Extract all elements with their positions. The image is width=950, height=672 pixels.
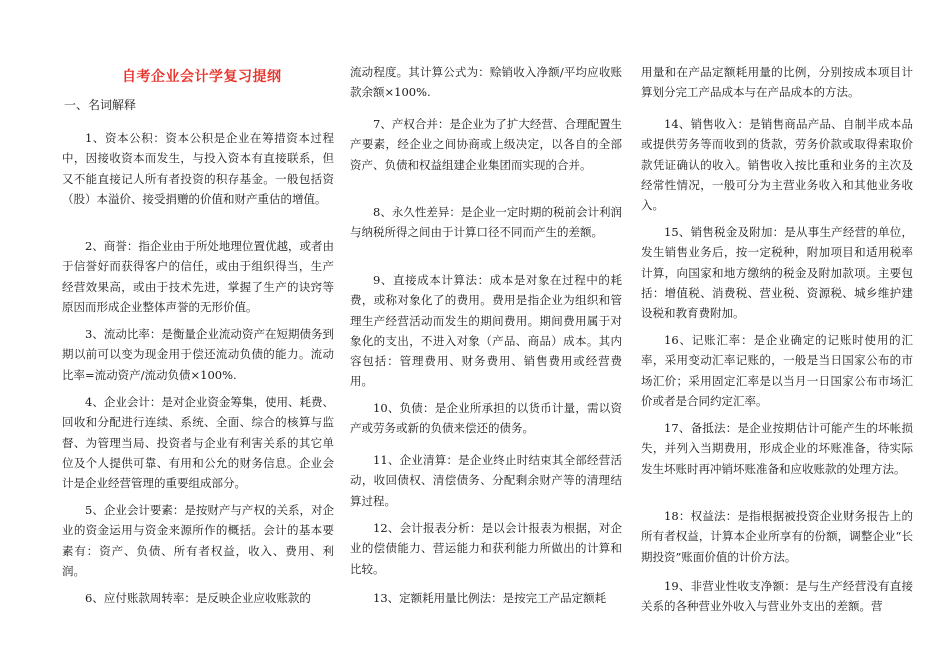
term-paragraph: 8、永久性差异：是企业一定时期的税前会计利润与纳税所得之间由于计算口径不同而产生的差额。 — [350, 205, 622, 240]
term-paragraph: 18：权益法：是指根据被投资企业财务报告上的所有者权益，计算本企业所享有的份额，调整企业“长期投资”账面价值的计价方法。 — [641, 509, 913, 564]
term-paragraph: 15、销售税金及附加：是从事生产经营的单位，发生销售业务后，按一定税种，附加项目和适用税率计算，向国家和地方缴纳的税金及附加款项。主要包括：增值税、消费税、营业税、资源税、城乡维护建设税和教育费附加。 — [641, 225, 913, 321]
term-paragraph: 10、负债：是企业所承担的以货币计量，需以资产或劳务或新的负债来偿还的债务。 — [350, 401, 622, 436]
section-heading: 一、名词解释 — [64, 98, 137, 112]
term-paragraph: 3、流动比率：是衡量企业流动资产在短期债务到期以前可以变为现金用于偿还流动负债的能力。流动比率=流动资产/流动负债×100%. — [62, 327, 334, 382]
term-paragraph: 12、会计报表分析：是以会计报表为根据，对企业的偿债能力、营运能力和获利能力所做出的计算和比较。 — [350, 521, 622, 576]
term-paragraph: 9、直接成本计算法：成本是对象在过程中的耗费，或称对象化了的费用。费用是指企业为组织和管理生产经营活动而发生的期间费用。期间费用属于对象化的支出，不进入对象（产品、商品）成本。其内容包括：管理费用、财务费用、销售费用或经营费用。 — [350, 273, 622, 389]
term-paragraph: 16、记账汇率：是企业确定的记账时使用的汇率，采用变动汇率记账的，一般是当日国家公布的市场汇价；采用固定汇率是以当月一日国家公布市场汇价或者是合同约定汇率。 — [641, 333, 913, 408]
term-paragraph: 11、企业清算：是企业终止时结束其全部经营活动，收回债权、清偿债务、分配剩余财产等的清理结算过程。 — [350, 453, 622, 508]
term-paragraph: 6、应付账款周转率：是反映企业应收账款的 — [85, 591, 311, 605]
term-paragraph: 19、非营业性收支净额：是与生产经营没有直接关系的各种营业外收入与营业外支出的差额。营 — [641, 579, 913, 614]
term-paragraph: 用量和在产品定额耗用量的比例，分别按成本项目计算划分完工产品成本与在产品成本的方法。 — [641, 65, 913, 100]
term-paragraph: 2、商誉：指企业由于所处地理位置优越，或者由于信誉好而获得客户的信任，或由于组织得当，生产经营效果高，或由于技术先进，掌握了生产的诀窍等原因而形成企业整体声誉的无形价值。 — [62, 239, 334, 314]
term-paragraph: 4、企业会计：是对企业资金筹集，使用、耗费、回收和分配进行连续、系统、全面、综合的核算与监督、为管理当局、投资者与企业有利害关系的其它单位及个人提供可靠、有用和公允的财务信息。企业会计是企业经营管理的重要组成部分。 — [62, 395, 334, 491]
term-paragraph: 7、产权合并：是企业为了扩大经营、合理配置生产要素，经企业之间协商或上级决定，以各自的全部资产、负债和权益组建企业集团而实现的合并。 — [350, 117, 622, 172]
term-paragraph: 17、备抵法：是企业按期估计可能产生的坏帐损失，并列入当期费用，形成企业的坏账准备，待实际发生坏账时再冲销坏账准备和应收账款的处理方法。 — [641, 421, 913, 476]
term-paragraph: 1、资本公积：资本公积是企业在筹措资本过程中，因接收资本而发生，与投入资本有直接联系，但又不能直接记人所有者投资的积存基金。一般包括资（股）本溢价、接受捐赠的价值和财产重估的增值。 — [62, 131, 334, 206]
term-paragraph: 流动程度。其计算公式为：赊销收入净额/平均应收账款余额×100%. — [350, 65, 622, 100]
document-title: 自考企业会计学复习提纲 — [122, 69, 282, 85]
term-paragraph: 14、销售收入：是销售商品产品、自制半成本品或提供劳务等而收到的货款，劳务价款或取得索取价款凭证确认的收入。销售收入按比重和业务的主次及经常性情况，一般可分为主营业务收入和其他业务收入。 — [641, 117, 913, 213]
term-paragraph: 5、企业会计要素：是按财产与产权的关系，对企业的资金运用与资金来源所作的概括。会计的基本要素有：资产、负债、所有者权益，收入、费用、利润。 — [62, 503, 334, 578]
term-paragraph: 13、定额耗用量比例法：是按完工产品定额耗 — [373, 591, 607, 605]
